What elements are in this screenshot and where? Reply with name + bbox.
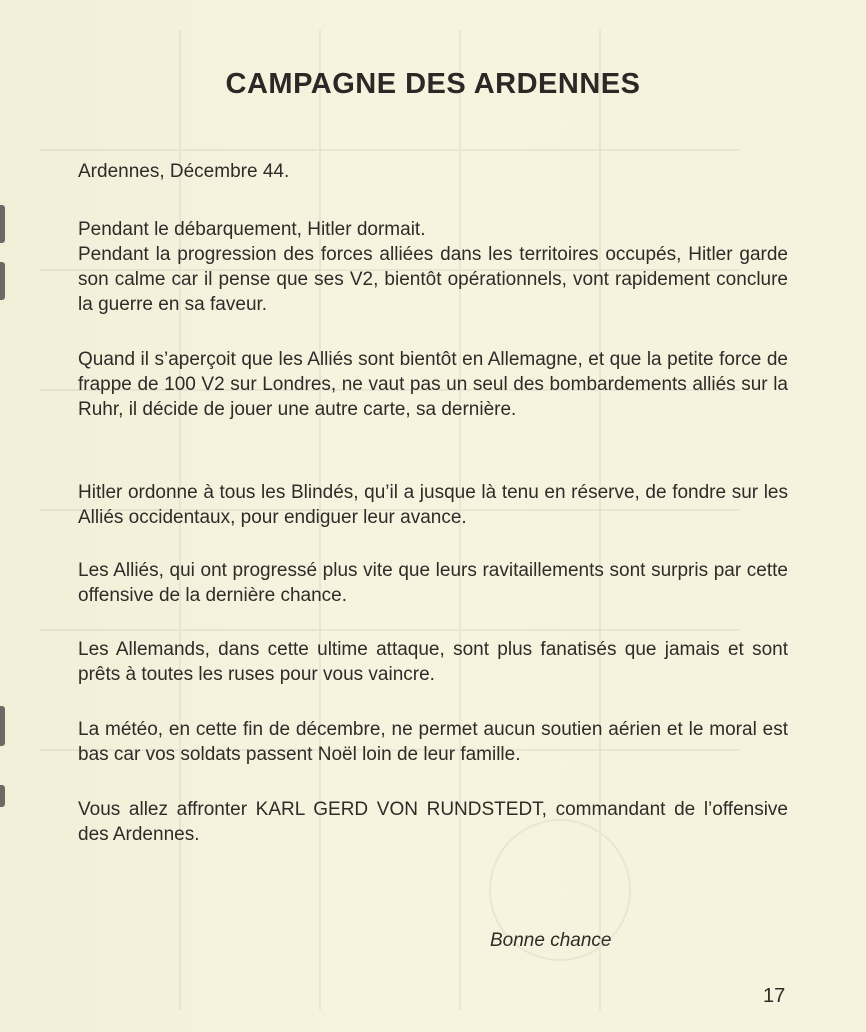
paragraph-dateline: Ardennes, Décembre 44. <box>78 161 290 182</box>
paragraph-hitler-realizes: Quand il s’aperçoit que les Alliés sont bientôt en Allemagne, et que la petite force de frappe de 100 V2 sur Londres, ne vaut pas un seul des bombardements alliés sur la Ruhr, il décide de jouer une autre carte, sa dernière. <box>78 349 788 420</box>
binding-mark-4 <box>0 785 5 807</box>
paragraph-opponent: Vous allez affronter KARL GERD VON RUNDSTEDT, commandant de l’offensive des Ardennes. <box>78 799 788 845</box>
binding-mark-1 <box>0 205 5 243</box>
binding-mark-2 <box>0 262 5 300</box>
page-title: CAMPAGNE DES ARDENNES <box>225 68 641 100</box>
paragraph-weather: La météo, en cette fin de décembre, ne permet aucun soutien aérien et le moral est bas car vos soldats passent Noël loin de leur famille. <box>78 719 788 765</box>
paragraph-intro: Pendant le débarquement, Hitler dormait. Pendant la progression des forces alliées dans les territoires occupés, Hitler garde son calme car il pense que ses V2, bientôt opérationnels, vont rapidement conclure la guerre en sa faveur. <box>78 219 788 315</box>
page-number: 17 <box>763 985 786 1007</box>
binding-mark-3 <box>0 706 5 746</box>
paragraph-hitler-orders: Hitler ordonne à tous les Blindés, qu’il a jusque là tenu en réserve, de fondre sur les Alliés occidentaux, pour endiguer leur avance. <box>78 482 788 528</box>
paragraph-germans-fanatic: Les Allemands, dans cette ultime attaque, sont plus fanatisés que jamais et sont prêts à toutes les ruses pour vous vaincre. <box>78 639 788 685</box>
paragraph-allies-surprised: Les Alliés, qui ont progressé plus vite que leurs ravitaillements sont surpris par cette offensive de la dernière chance. <box>78 560 788 606</box>
signoff-text: Bonne chance <box>490 930 612 951</box>
